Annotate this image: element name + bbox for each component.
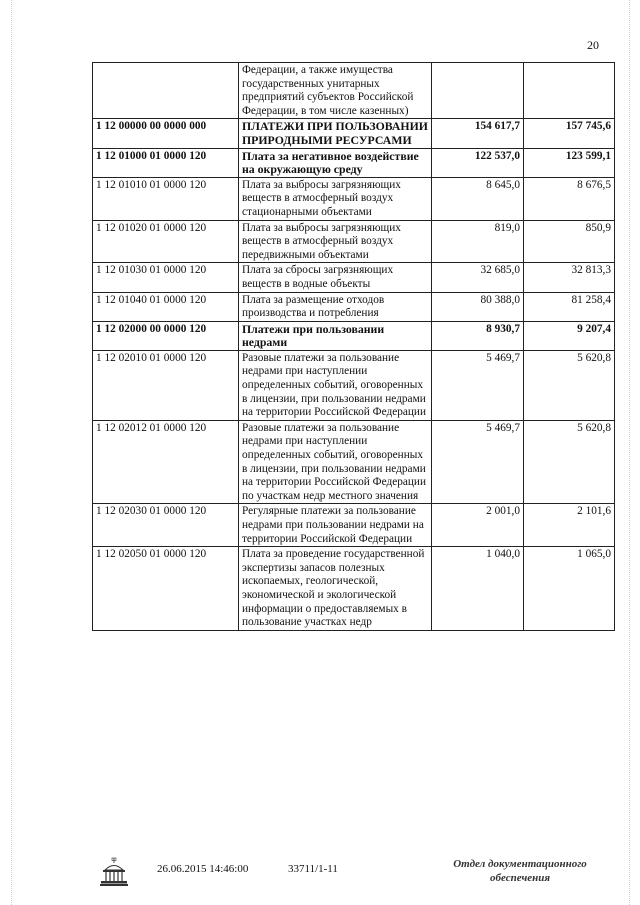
row-value-2017: 8 676,5 <box>524 177 615 220</box>
row-name: ПЛАТЕЖИ ПРИ ПОЛЬЗОВАНИИ ПРИРОДНЫМИ РЕСУРСАМИ <box>239 119 432 148</box>
row-value-2017: 850,9 <box>524 220 615 263</box>
row-name: Плата за негативное воздействие на окружающую среду <box>239 148 432 177</box>
row-value-2017: 9 207,4 <box>524 321 615 350</box>
row-code <box>93 63 239 119</box>
page-number: 20 <box>587 38 599 52</box>
row-value-2017: 2 101,6 <box>524 504 615 547</box>
row-value-2016: 1 040,0 <box>432 547 524 631</box>
row-value-2016: 2 001,0 <box>432 504 524 547</box>
row-value-2016: 80 388,0 <box>432 292 524 321</box>
row-value-2017: 5 620,8 <box>524 350 615 420</box>
table-row <box>93 63 615 119</box>
footer-date: 26.06.2015 14:46:00 <box>157 863 249 875</box>
row-code: 1 12 02030 01 0000 120 <box>93 504 239 547</box>
table-row <box>93 321 615 350</box>
budget-table <box>92 62 615 631</box>
row-value-2016: 8 645,0 <box>432 177 524 220</box>
row-value-2016: 819,0 <box>432 220 524 263</box>
table-row <box>93 547 615 631</box>
table-row <box>93 350 615 420</box>
row-code: 1 12 01010 01 0000 120 <box>93 177 239 220</box>
row-name: Плата за размещение отходов производства и потребления <box>239 292 432 321</box>
row-name: Плата за выбросы загрязняющих веществ в атмосферный воздух стационарными объектами <box>239 177 432 220</box>
duma-emblem-icon <box>100 857 128 887</box>
row-code: 1 12 00000 00 0000 000 <box>93 119 239 148</box>
document-footer <box>0 857 640 897</box>
row-value-2016: 32 685,0 <box>432 263 524 292</box>
row-value-2016: 8 930,7 <box>432 321 524 350</box>
row-name: Разовые платежи за пользование недрами при наступлении определенных событий, оговоренных в лицензии, при пользовании недрами на территории Российской Федерации по участкам недр местного значения <box>239 420 432 504</box>
row-value-2016: 154 617,7 <box>432 119 524 148</box>
row-value-2017: 1 065,0 <box>524 547 615 631</box>
table-row <box>93 148 615 177</box>
row-code: 1 12 01020 01 0000 120 <box>93 220 239 263</box>
row-code: 1 12 02000 00 0000 120 <box>93 321 239 350</box>
row-value-2016: 122 537,0 <box>432 148 524 177</box>
budget-table-body <box>93 63 615 631</box>
department-stamp <box>450 857 590 885</box>
row-code: 1 12 01000 01 0000 120 <box>93 148 239 177</box>
footer-document-number: 33711/1-11 <box>288 863 338 875</box>
table-row <box>93 263 615 292</box>
row-value-2016 <box>432 63 524 119</box>
table-row <box>93 119 615 148</box>
row-code: 1 12 02010 01 0000 120 <box>93 350 239 420</box>
row-code: 1 12 01040 01 0000 120 <box>93 292 239 321</box>
row-code: 1 12 01030 01 0000 120 <box>93 263 239 292</box>
row-value-2017: 32 813,3 <box>524 263 615 292</box>
row-value-2017: 5 620,8 <box>524 420 615 504</box>
table-row <box>93 177 615 220</box>
row-name: Платежи при пользовании недрами <box>239 321 432 350</box>
row-value-2017: 123 599,1 <box>524 148 615 177</box>
row-name: Плата за выбросы загрязняющих веществ в атмосферный воздух передвижными объектами <box>239 220 432 263</box>
table-row <box>93 420 615 504</box>
row-value-2017 <box>524 63 615 119</box>
row-name: Плата за проведение государственной экспертизы запасов полезных ископаемых, геологической, экономической и экологической информации о предоставляемых в пользование участках недр <box>239 547 432 631</box>
table-row <box>93 220 615 263</box>
row-name: Плата за сбросы загрязняющих веществ в водные объекты <box>239 263 432 292</box>
row-name: Регулярные платежи за пользование недрами при пользовании недрами на территории Российской Федерации <box>239 504 432 547</box>
table-row <box>93 292 615 321</box>
row-value-2017: 81 258,4 <box>524 292 615 321</box>
row-code: 1 12 02012 01 0000 120 <box>93 420 239 504</box>
row-code: 1 12 02050 01 0000 120 <box>93 547 239 631</box>
row-value-2016: 5 469,7 <box>432 350 524 420</box>
row-name: Разовые платежи за пользование недрами при наступлении определенных событий, оговоренных в лицензии, при пользовании недрами на территории Российской Федерации <box>239 350 432 420</box>
row-value-2017: 157 745,6 <box>524 119 615 148</box>
scan-edge-right <box>629 0 630 905</box>
stamp-line-1: Отдел документационного <box>453 858 587 870</box>
row-name: Федерации, а также имущества государственных унитарных предприятий субъектов Российской Федерации, в том числе казенных) <box>239 63 432 119</box>
scan-edge-left <box>11 0 12 905</box>
table-row <box>93 504 615 547</box>
stamp-line-2: обеспечения <box>489 872 550 884</box>
row-value-2016: 5 469,7 <box>432 420 524 504</box>
